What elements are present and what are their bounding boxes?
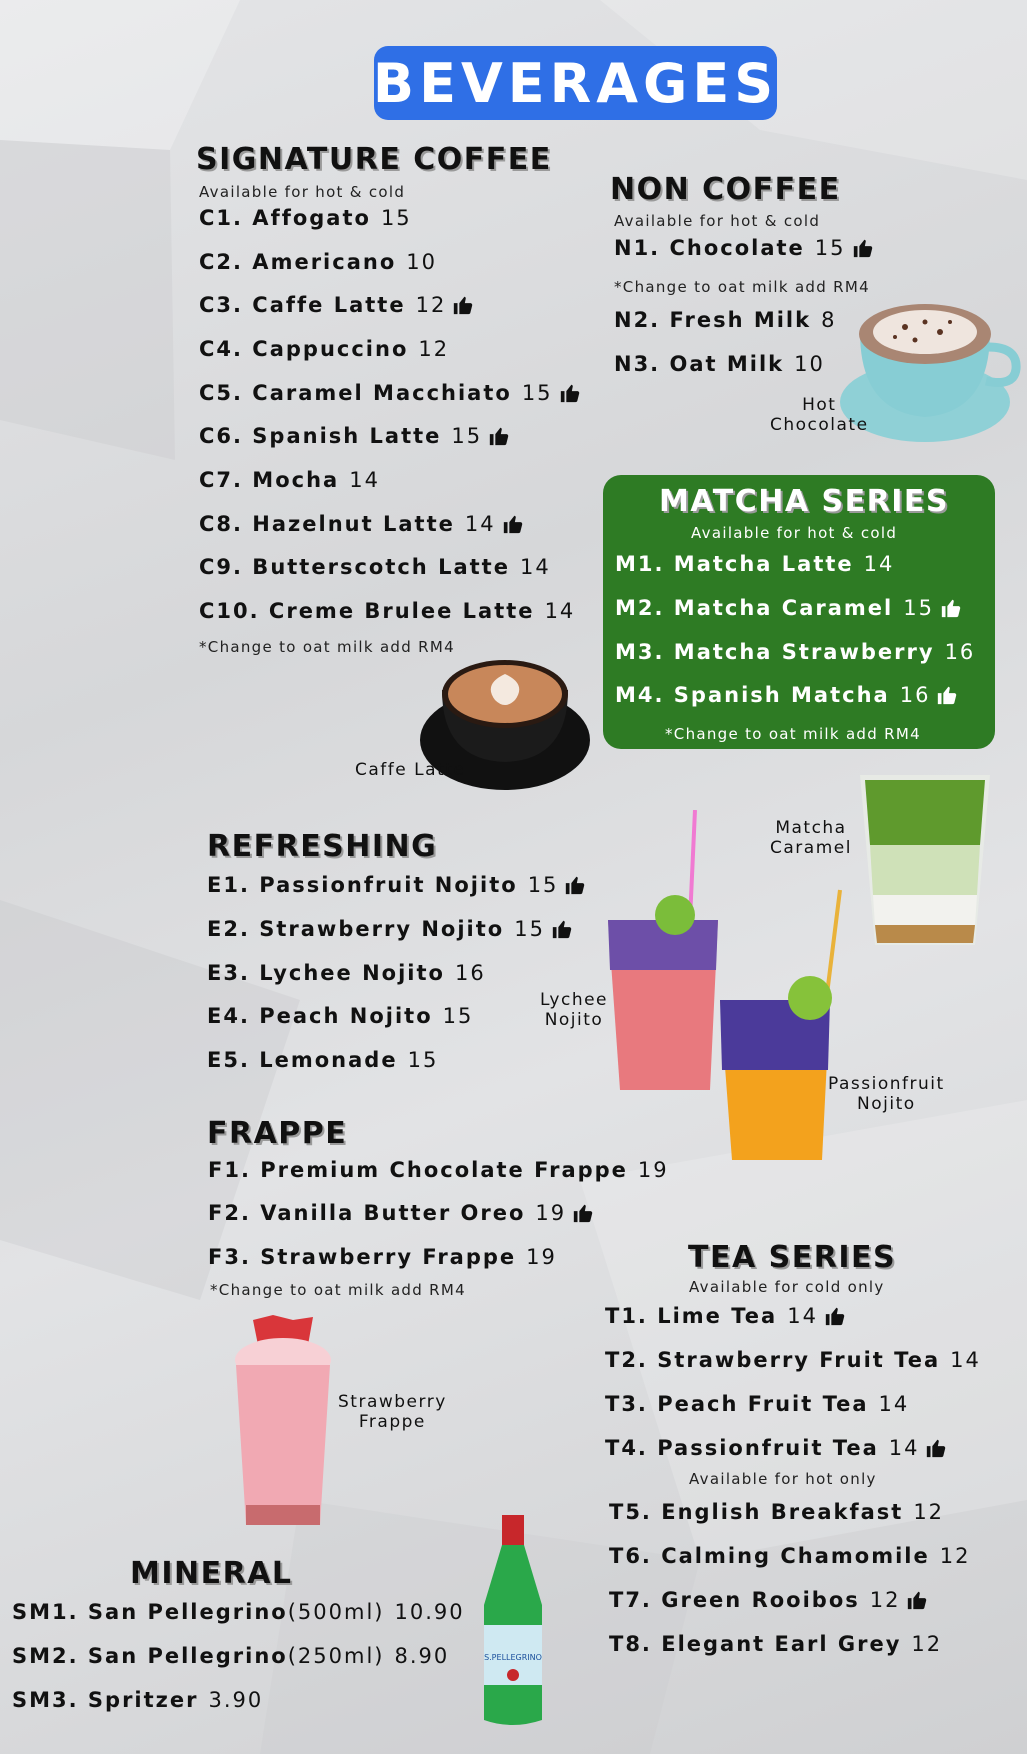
item-price: 8 xyxy=(821,308,837,332)
menu-item-c3 xyxy=(199,293,474,317)
thumbs-up-icon xyxy=(551,918,573,940)
item-name: SM3. Spritzer xyxy=(12,1688,199,1712)
item-name: N2. Fresh Milk xyxy=(614,308,812,332)
menu-item-t1 xyxy=(605,1304,846,1328)
item-price: 19 xyxy=(535,1201,567,1225)
item-name: T1. Lime Tea xyxy=(605,1304,778,1328)
menu-item-c1 xyxy=(199,206,412,230)
menu-item-n2 xyxy=(614,308,836,332)
tea-series-title: TEA SERIES xyxy=(688,1240,897,1275)
menu-item-e4 xyxy=(207,1004,473,1028)
item-name: C1. Affogato xyxy=(199,206,371,230)
item-price: 12 xyxy=(911,1632,943,1656)
item-name: C3. Caffe Latte xyxy=(199,293,406,317)
menu-item-m1 xyxy=(615,552,894,576)
item-price: 10.90 xyxy=(394,1600,465,1624)
signature-coffee-title: SIGNATURE COFFEE xyxy=(196,142,552,177)
matcha-series-footnote: *Change to oat milk add RM4 xyxy=(665,725,921,743)
item-name: E5. Lemonade xyxy=(207,1048,398,1072)
san-pellegrino-bottle-photo xyxy=(470,1515,555,1730)
item-price: 14 xyxy=(950,1348,981,1372)
menu-item-e3 xyxy=(207,961,486,985)
item-price: 14 xyxy=(888,1436,920,1460)
thumbs-up-icon xyxy=(488,425,510,447)
item-name: T5. English Breakfast xyxy=(609,1500,904,1524)
thumbs-up-icon xyxy=(452,294,474,316)
item-price: 3.90 xyxy=(208,1688,264,1712)
item-price: 12 xyxy=(415,293,447,317)
item-name: E3. Lychee Nojito xyxy=(207,961,445,985)
item-price: 14 xyxy=(464,512,496,536)
nojito-photo xyxy=(600,810,870,1170)
menu-item-m4 xyxy=(615,683,958,707)
thumbs-up-icon xyxy=(824,1305,846,1327)
item-price: 16 xyxy=(944,640,976,664)
item-price: 12 xyxy=(939,1544,971,1568)
item-name: M2. Matcha Caramel xyxy=(615,596,894,620)
menu-item-t5 xyxy=(609,1500,944,1524)
tea-series-note-cold: Available for cold only xyxy=(689,1278,885,1296)
passionfruit-nojito-caption: Passionfruit Nojito xyxy=(828,1074,945,1114)
strawberry-frappe-caption: Strawberry Frappe xyxy=(338,1392,447,1432)
thumbs-up-icon xyxy=(852,237,874,259)
item-name: M3. Matcha Strawberry xyxy=(615,640,935,664)
item-name: C9. Butterscotch Latte xyxy=(199,555,510,579)
item-price: 12 xyxy=(869,1588,901,1612)
thumbs-up-icon xyxy=(572,1202,594,1224)
menu-item-m3 xyxy=(615,640,975,664)
menu-item-e5 xyxy=(207,1048,438,1072)
item-name: T8. Elegant Earl Grey xyxy=(609,1632,902,1656)
non-coffee-note: Available for hot & cold xyxy=(614,212,821,230)
item-price: 14 xyxy=(544,599,576,623)
menu-item-c8 xyxy=(199,512,524,536)
item-price: 19 xyxy=(637,1158,669,1182)
item-price: 14 xyxy=(878,1392,910,1416)
item-name: C2. Americano xyxy=(199,250,397,274)
item-price: 15 xyxy=(514,917,545,941)
item-name: T7. Green Rooibos xyxy=(609,1588,860,1612)
item-price: 15 xyxy=(521,381,553,405)
menu-item-t6 xyxy=(609,1544,970,1568)
item-price: 8.90 xyxy=(394,1644,450,1668)
item-name: M1. Matcha Latte xyxy=(615,552,854,576)
non-coffee-footnote: *Change to oat milk add RM4 xyxy=(614,278,870,296)
item-price: 14 xyxy=(863,552,895,576)
matcha-caramel-photo xyxy=(855,755,995,955)
signature-coffee-note: Available for hot & cold xyxy=(199,183,406,201)
item-price: 14 xyxy=(519,555,551,579)
menu-item-sm2 xyxy=(12,1644,449,1668)
menu-item-c9 xyxy=(199,555,551,579)
menu-item-f3 xyxy=(208,1245,557,1269)
tea-series-note-hot: Available for hot only xyxy=(689,1470,877,1488)
thumbs-up-icon xyxy=(936,684,958,706)
non-coffee-title: NON COFFEE xyxy=(610,172,841,207)
item-price: 15 xyxy=(527,873,559,897)
menu-item-n1 xyxy=(614,236,874,260)
menu-item-e2 xyxy=(207,917,573,941)
item-name: C6. Spanish Latte xyxy=(199,424,442,448)
menu-item-n3 xyxy=(614,352,825,376)
menu-item-m2 xyxy=(615,596,962,620)
menu-item-sm1 xyxy=(12,1600,465,1624)
item-price: 14 xyxy=(349,468,380,492)
mineral-title: MINERAL xyxy=(130,1556,293,1591)
thumbs-up-icon xyxy=(906,1589,928,1611)
menu-item-t7 xyxy=(609,1588,928,1612)
item-price: 15 xyxy=(814,236,846,260)
item-name: E4. Peach Nojito xyxy=(207,1004,433,1028)
item-name: T3. Peach Fruit Tea xyxy=(605,1392,869,1416)
item-name: SM1. San Pellegrino xyxy=(12,1600,288,1624)
item-name: C8. Hazelnut Latte xyxy=(199,512,455,536)
caffe-latte-caption: Caffe Latte xyxy=(355,760,466,780)
menu-item-c6 xyxy=(199,424,510,448)
item-price: 15 xyxy=(442,1004,474,1028)
menu-item-e1 xyxy=(207,873,586,897)
lychee-nojito-caption: Lychee Nojito xyxy=(540,990,609,1030)
item-name: T6. Calming Chamomile xyxy=(609,1544,930,1568)
item-price: 16 xyxy=(899,683,931,707)
item-name: C5. Caramel Macchiato xyxy=(199,381,512,405)
menu-item-t2 xyxy=(605,1348,981,1372)
menu-item-sm3 xyxy=(12,1688,263,1712)
item-price: 14 xyxy=(787,1304,818,1328)
matcha-caramel-caption: Matcha Caramel xyxy=(770,818,852,858)
frappe-title: FRAPPE xyxy=(207,1116,348,1151)
item-name: E1. Passionfruit Nojito xyxy=(207,873,518,897)
bottle-label: S.PELLEGRINO xyxy=(484,1653,542,1662)
item-price: 10 xyxy=(406,250,437,274)
menu-item-c4 xyxy=(199,337,449,361)
item-price: 15 xyxy=(380,206,412,230)
frappe-footnote: *Change to oat milk add RM4 xyxy=(210,1281,466,1299)
hot-chocolate-caption: Hot Chocolate xyxy=(770,395,869,435)
menu-item-c2 xyxy=(199,250,437,274)
item-price: 12 xyxy=(418,337,450,361)
item-name: E2. Strawberry Nojito xyxy=(207,917,505,941)
item-price: 10 xyxy=(794,352,825,376)
refreshing-title: REFRESHING xyxy=(207,829,438,864)
item-price: 15 xyxy=(407,1048,439,1072)
matcha-series-note: Available for hot & cold xyxy=(691,524,898,542)
thumbs-up-icon xyxy=(940,597,962,619)
item-size: (250ml) xyxy=(287,1644,385,1668)
item-price: 19 xyxy=(526,1245,557,1269)
item-name: N3. Oat Milk xyxy=(614,352,785,376)
thumbs-up-icon xyxy=(925,1437,947,1459)
item-name: M4. Spanish Matcha xyxy=(615,683,890,707)
menu-item-f2 xyxy=(208,1201,594,1225)
menu-item-t4 xyxy=(605,1436,947,1460)
item-name: T4. Passionfruit Tea xyxy=(605,1436,879,1460)
item-size: (500ml) xyxy=(287,1600,385,1624)
thumbs-up-icon xyxy=(564,874,586,896)
item-price: 16 xyxy=(454,961,486,985)
item-price: 15 xyxy=(903,596,934,620)
item-name: C7. Mocha xyxy=(199,468,340,492)
menu-item-c10 xyxy=(199,599,575,623)
thumbs-up-icon xyxy=(559,382,581,404)
item-name: F1. Premium Chocolate Frappe xyxy=(208,1158,628,1182)
item-name: SM2. San Pellegrino xyxy=(12,1644,288,1668)
item-name: N1. Chocolate xyxy=(614,236,805,260)
menu-item-c5 xyxy=(199,381,581,405)
signature-coffee-footnote: *Change to oat milk add RM4 xyxy=(199,638,455,656)
menu-item-t3 xyxy=(605,1392,909,1416)
thumbs-up-icon xyxy=(502,513,524,535)
menu-item-f1 xyxy=(208,1158,669,1182)
menu-item-c7 xyxy=(199,468,380,492)
item-price: 15 xyxy=(451,424,483,448)
menu-title: BEVERAGES xyxy=(374,46,777,120)
menu-item-t8 xyxy=(609,1632,942,1656)
item-price: 12 xyxy=(913,1500,945,1524)
item-name: C10. Creme Brulee Latte xyxy=(199,599,535,623)
item-name: F3. Strawberry Frappe xyxy=(208,1245,517,1269)
strawberry-frappe-photo xyxy=(228,1315,338,1530)
matcha-series-title: MATCHA SERIES xyxy=(659,484,949,519)
item-name: C4. Cappuccino xyxy=(199,337,409,361)
item-name: T2. Strawberry Fruit Tea xyxy=(605,1348,941,1372)
item-name: F2. Vanilla Butter Oreo xyxy=(208,1201,526,1225)
